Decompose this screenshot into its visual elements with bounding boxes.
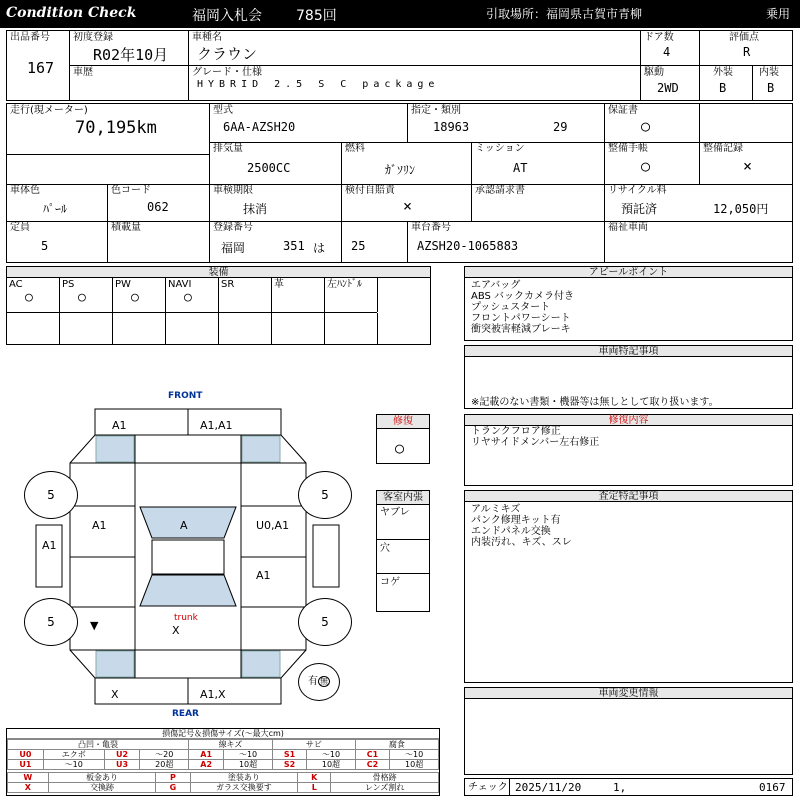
special-title: 車両特記事項 (465, 346, 792, 357)
check-code: 0167 (759, 781, 786, 794)
welfare-label: 福祉車両 (608, 222, 648, 233)
inspection-label: 車検期限 (213, 185, 253, 196)
panel-line: リヤサイドメンバー左右修正 (471, 437, 600, 448)
warranty-value: ○ (641, 117, 651, 135)
legend-code: A1 (189, 750, 224, 760)
equipment-name: 左ﾊﾝﾄﾞﾙ (327, 279, 362, 290)
service-record-label: 整備記録 (703, 143, 743, 154)
legend-desc: ～10 (224, 750, 273, 760)
tire-rear-right: 5 (298, 598, 352, 646)
load-label: 積載量 (111, 222, 141, 233)
panel-line: ABS バックカメラ付き (471, 291, 575, 302)
legend-desc: 10超 (390, 760, 439, 770)
legend-desc: レンズ割れ (331, 783, 439, 793)
check-date: 2025/11/20 (515, 781, 582, 794)
mark-hood: A (180, 519, 188, 532)
equipment-mark: ○ (131, 290, 139, 305)
legend-table-2 (7, 772, 439, 793)
color-code-label: 色コード (111, 185, 151, 196)
equipment-name: PW (115, 279, 131, 290)
mark-front-left: A1 (112, 419, 127, 432)
fuel-value: ｶﾞｿﾘﾝ (385, 163, 416, 177)
chassis-value: AZSH20-1065883 (417, 239, 519, 253)
mark-trunk: X (172, 624, 180, 637)
designation-label: 指定・類別 (411, 105, 461, 116)
equipment-blank-cell (272, 313, 325, 345)
spare-has: 有 (308, 676, 318, 687)
equipment-cell (166, 278, 219, 312)
doors-value: 4 (663, 45, 671, 59)
equipment-table (6, 266, 431, 345)
first-reg-label: 初度登録 (73, 32, 113, 43)
fuel-label: 燃料 (345, 143, 365, 154)
plate-label: 登録番号 (213, 222, 253, 233)
legend-code: S1 (272, 750, 306, 760)
designation-value2: 29 (553, 120, 568, 134)
legend-code: U3 (104, 760, 140, 770)
equipment-name: NAVI (168, 279, 192, 290)
drive-label: 駆動 (644, 67, 664, 78)
mark-door-fl: A1 (92, 519, 107, 532)
cabin-item-burn: コゲ (380, 577, 400, 588)
liability-value: × (403, 197, 413, 215)
panel-line: 内装汚れ、キズ、スレ (471, 537, 572, 548)
equipment-blank-cell (166, 313, 219, 345)
lot-number: 167 (27, 59, 55, 77)
plate-kana: は (313, 241, 326, 255)
equipment-blank-cell (60, 313, 113, 345)
tire-front-left: 5 (24, 471, 78, 519)
check-bar (464, 778, 793, 796)
lot-label: 出品番号 (10, 32, 50, 43)
legend-desc: 交換跡 (48, 783, 156, 793)
panel-line: フロントパワーシート (471, 313, 571, 324)
equipment-cell (113, 278, 166, 312)
panel-line: 衝突被害軽減ブレーキ (471, 324, 571, 335)
rear-label: REAR (172, 709, 199, 719)
legend-code: U0 (8, 750, 44, 760)
panel-line: トランクフロア修正 (471, 426, 561, 437)
mission-value: AT (513, 161, 528, 175)
repair-history-mark: ○ (395, 439, 405, 457)
legend-code: G (156, 783, 190, 793)
change-panel (464, 687, 793, 775)
cabin-label: 客室内張 (377, 491, 429, 505)
equipment-blank-cell (7, 313, 60, 345)
legend-desc: ～10 (307, 750, 356, 760)
service-book-value: ○ (641, 157, 651, 175)
score-label: 評価点 (729, 32, 759, 43)
check-label: チェック (468, 782, 508, 793)
panel-line: エアバッグ (471, 280, 521, 291)
legend-desc: 10超 (307, 760, 356, 770)
legend-group-scratch: 線キズ (189, 740, 273, 750)
plate-class: 351 (283, 239, 305, 253)
first-reg-value: R02年10月 (93, 46, 169, 64)
repair-title: 修復内容 (465, 415, 792, 426)
mileage-value: 70,195km (75, 118, 157, 138)
legend-group-dent: 凸凹・亀裂 (8, 740, 189, 750)
legend-desc: 塗装あり (190, 773, 298, 783)
legend-desc: 板金あり (48, 773, 156, 783)
equipment-name: AC (9, 279, 23, 290)
capacity-value: 5 (41, 239, 49, 253)
car-diagram (0, 385, 370, 725)
check-count: 1, (613, 781, 627, 794)
appeal-title: アピールポイント (465, 267, 792, 278)
equipment-mark: ○ (184, 290, 192, 305)
mark-door-rr: A1 (256, 569, 271, 582)
mission-label: ミッション (475, 143, 525, 154)
equipment-name: PS (62, 279, 75, 290)
front-label: FRONT (168, 391, 203, 401)
vehicle-info-top (6, 30, 793, 101)
legend-table (7, 739, 439, 770)
appeal-panel (464, 266, 793, 341)
mark-trunk-left: ▼ (90, 619, 99, 632)
plate-region: 福岡 (221, 241, 246, 255)
legend-code: A2 (189, 760, 224, 770)
grade-value: HYBRID 2.5 S C package (197, 79, 440, 90)
equipment-cell (325, 278, 378, 312)
assessment-panel (464, 490, 793, 683)
legend-code: P (156, 773, 190, 783)
recycle-amount: 12,050円 (713, 202, 769, 216)
trunk-label: trunk (174, 613, 198, 623)
legend-code: C2 (355, 760, 389, 770)
car-name-label: 車種名 (192, 32, 222, 43)
liability-label: 検付自賠責 (345, 185, 395, 196)
car-name-value: クラウン (197, 45, 258, 63)
repair-history-label: 修復 (377, 415, 429, 429)
score-value: R (743, 45, 751, 59)
exterior-value: B (719, 81, 727, 95)
legend-code: C1 (355, 750, 389, 760)
drive-value: 2WD (657, 81, 679, 95)
panel-line: プッシュスタート (471, 302, 551, 313)
damage-legend (6, 728, 440, 796)
legend-desc: エクボ (43, 750, 104, 760)
capacity-label: 定員 (10, 222, 30, 233)
mark-door-fr: U0,A1 (256, 519, 290, 532)
equipment-blank-cell (325, 313, 378, 345)
header-title: Condition Check (6, 5, 137, 21)
mark-front-right: A1,A1 (200, 419, 233, 432)
recycle-status: 預託済 (621, 202, 658, 216)
approval-label: 承認請求書 (475, 185, 525, 196)
cabin-item-tear: ヤブレ (380, 507, 410, 518)
legend-group-rust: サビ (272, 740, 355, 750)
equipment-title: 装備 (7, 267, 430, 278)
tire-front-right: 5 (298, 471, 352, 519)
legend-title: 損傷記号＆損傷サイズ(～最大cm) (7, 729, 439, 739)
warranty-label: 保証書 (608, 105, 638, 116)
designation-value1: 18963 (433, 120, 470, 134)
legend-desc: 骨格跡 (331, 773, 439, 783)
change-title: 車両変更情報 (465, 688, 792, 699)
tire-rear-left: 5 (24, 598, 78, 646)
spare-none: 無 (320, 677, 328, 686)
color-code-value: 062 (147, 200, 169, 214)
equipment-mark: ○ (78, 290, 86, 305)
service-book-label: 整備手帳 (608, 143, 648, 154)
panel-line: アルミキズ (471, 504, 521, 515)
header-bar (0, 0, 800, 28)
special-note: ※記載のない書類・機器等は無しとして取り扱います。 (471, 397, 719, 408)
vehicle-spec-block (6, 103, 793, 263)
pickup-location: 引取場所：福岡県古賀市青柳 (486, 7, 643, 21)
mark-rear-left: X (111, 688, 119, 701)
equipment-cell (7, 278, 60, 312)
legend-code: X (8, 783, 49, 793)
equipment-cell (219, 278, 272, 312)
auction-name: 福岡入札会 (192, 8, 262, 24)
equipment-blank-cell (219, 313, 272, 345)
interior-label: 内装 (759, 67, 779, 78)
mark-side-left: A1 (42, 539, 57, 552)
mileage-label: 走行(現メーター) (10, 105, 88, 116)
repair-panel (464, 414, 793, 486)
auction-number: 785回 (296, 8, 337, 24)
equipment-cell (272, 278, 325, 312)
interior-value: B (767, 81, 775, 95)
color-label: 車体色 (10, 185, 40, 196)
cabin-item-hole: 穴 (380, 543, 390, 554)
cabin-box (376, 490, 430, 612)
panel-line: エンドパネル交換 (471, 526, 551, 537)
recycle-label: リサイクル料 (608, 185, 667, 196)
mark-rear-right: A1,X (200, 688, 226, 701)
panel-line: パンク修理キット有 (471, 515, 561, 526)
inspection-value: 抹消 (243, 202, 268, 216)
exterior-label: 外装 (713, 67, 733, 78)
service-record-value: × (743, 157, 753, 175)
legend-desc: ～10 (390, 750, 439, 760)
assessment-title: 査定特記事項 (465, 491, 792, 502)
repair-history-box (376, 414, 430, 464)
equipment-name: 革 (274, 279, 284, 290)
doors-label: ドア数 (644, 32, 674, 43)
legend-desc: 20超 (140, 760, 189, 770)
legend-desc: ガラス交換要す (190, 783, 298, 793)
vehicle-type: 乗用 (766, 7, 791, 21)
equipment-cell (60, 278, 113, 312)
equipment-name: SR (221, 279, 235, 290)
legend-group-corrosion: 腐食 (355, 740, 438, 750)
displacement-value: 2500CC (247, 161, 291, 175)
legend-code: U2 (104, 750, 140, 760)
legend-code: U1 (8, 760, 44, 770)
color-value: ﾊﾟｰﾙ (43, 202, 68, 216)
special-panel (464, 345, 793, 409)
history-label: 車歴 (73, 67, 93, 78)
chassis-label: 車台番号 (411, 222, 451, 233)
legend-desc: ～10 (43, 760, 104, 770)
legend-code: W (8, 773, 49, 783)
legend-desc: ～20 (140, 750, 189, 760)
legend-desc: 10超 (224, 760, 273, 770)
spare-tire (298, 663, 340, 701)
displacement-label: 排気量 (213, 143, 243, 154)
legend-code: L (298, 783, 331, 793)
model-label: 型式 (213, 105, 233, 116)
model-value: 6AA-AZSH20 (223, 120, 296, 134)
legend-code: K (298, 773, 331, 783)
equipment-mark: ○ (25, 290, 33, 305)
equipment-blank-cell (113, 313, 166, 345)
grade-label: グレード・仕様 (192, 67, 262, 78)
legend-code: S2 (272, 760, 306, 770)
plate-number: 25 (351, 239, 366, 253)
